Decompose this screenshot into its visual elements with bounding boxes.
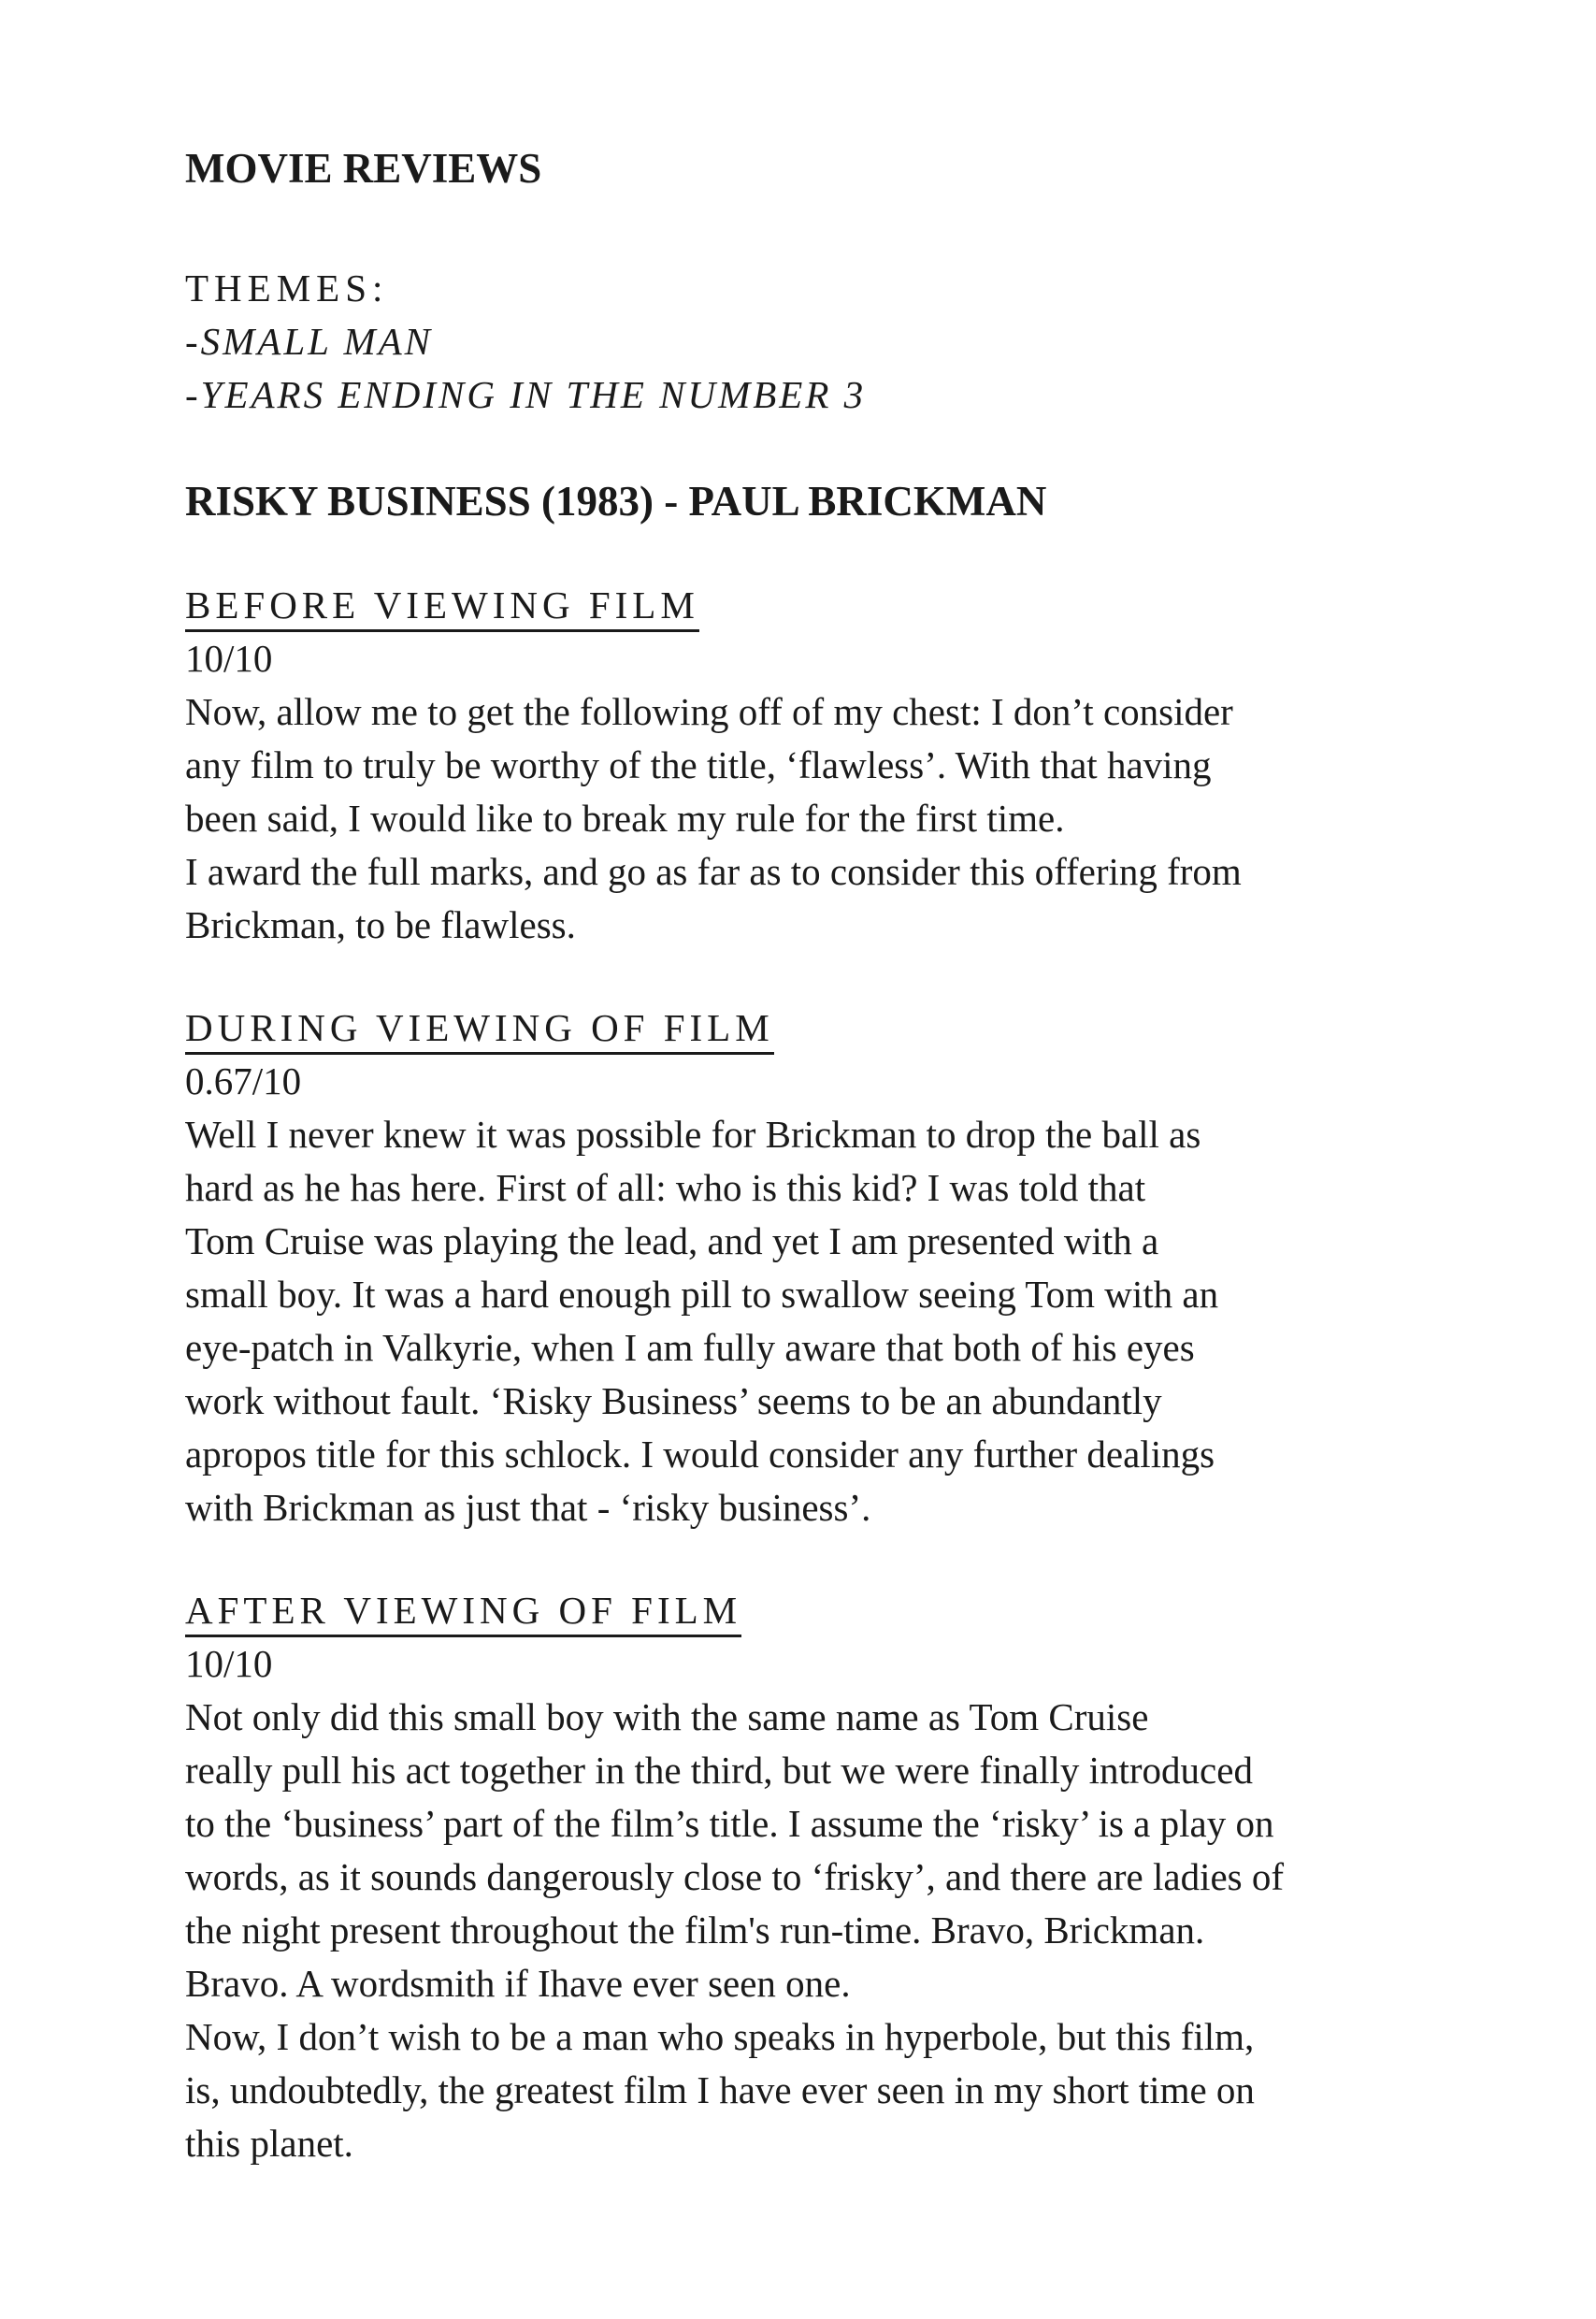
text-line: Tom Cruise was playing the lead, and yet I am presented with a bbox=[185, 1219, 1159, 1262]
text-line: is, undoubtedly, the greatest film I have ever seen in my short time on bbox=[185, 2068, 1255, 2111]
text-line: I award the full marks, and go as far as to consider this offering from bbox=[185, 850, 1242, 893]
text-line: eye-patch in Valkyrie, when I am fully aware that both of his eyes bbox=[185, 1326, 1195, 1369]
review-paragraph bbox=[185, 1691, 1457, 2010]
text-line: this planet. bbox=[185, 2122, 353, 2165]
text-line: small boy. It was a hard enough pill to swallow seeing Tom with an bbox=[185, 1273, 1219, 1316]
text-line: apropos title for this schlock. I would consider any further dealings bbox=[185, 1433, 1215, 1476]
review-paragraph bbox=[185, 2010, 1457, 2170]
review-score: 10/10 bbox=[185, 637, 273, 680]
review-paragraph bbox=[185, 845, 1457, 952]
text-line: any film to truly be worthy of the title, ‘flawless’. With that having bbox=[185, 743, 1212, 786]
review-section-before bbox=[185, 581, 1457, 952]
text-line: Now, allow me to get the following off of my chest: I don’t consider bbox=[185, 690, 1233, 733]
text-line: with Brickman as just that - ‘risky business’. bbox=[185, 1486, 871, 1529]
text-line: Not only did this small boy with the same name as Tom Cruise bbox=[185, 1695, 1149, 1738]
review-section-during bbox=[185, 1003, 1457, 1534]
themes-label: THEMES: bbox=[185, 266, 389, 310]
text-line: to the ‘business’ part of the film’s title. I assume the ‘risky’ is a play on bbox=[185, 1802, 1274, 1845]
text-line: been said, I would like to break my rule for the first time. bbox=[185, 797, 1065, 840]
document-title: MOVIE REVIEWS bbox=[185, 145, 542, 192]
text-line: Bravo. A wordsmith if Ihave ever seen one. bbox=[185, 1962, 851, 2005]
text-line: Brickman, to be flawless. bbox=[185, 903, 576, 946]
section-heading: AFTER VIEWING OF FILM bbox=[185, 1586, 741, 1637]
text-line: really pull his act together in the third, but we were finally introduced bbox=[185, 1749, 1253, 1792]
text-line: work without fault. ‘Risky Business’ seems to be an abundantly bbox=[185, 1379, 1162, 1422]
section-heading: DURING VIEWING OF FILM bbox=[185, 1003, 774, 1055]
review-paragraph bbox=[185, 685, 1457, 845]
text-line: Now, I don’t wish to be a man who speaks in hyperbole, but this film, bbox=[185, 2015, 1255, 2058]
text-line: Well I never knew it was possible for Brickman to drop the ball as bbox=[185, 1113, 1201, 1156]
review-score: 10/10 bbox=[185, 1642, 273, 1685]
review-paragraph bbox=[185, 1108, 1457, 1534]
theme-item-small-man: -SMALL MAN bbox=[185, 320, 434, 363]
review-section-after bbox=[185, 1586, 1457, 2170]
text-line: words, as it sounds dangerously close to ‘frisky’, and there are ladies of bbox=[185, 1855, 1285, 1898]
theme-item-years-ending-3: -YEARS ENDING IN THE NUMBER 3 bbox=[185, 373, 867, 416]
text-line: hard as he has here. First of all: who is this kid? I was told that bbox=[185, 1166, 1146, 1209]
section-heading: BEFORE VIEWING FILM bbox=[185, 581, 699, 632]
text-line: the night present throughout the film's run-time. Bravo, Brickman. bbox=[185, 1908, 1205, 1952]
document-page bbox=[185, 140, 1457, 2170]
review-score: 0.67/10 bbox=[185, 1059, 302, 1102]
film-title: RISKY BUSINESS (1983) - PAUL BRICKMAN bbox=[185, 478, 1047, 525]
